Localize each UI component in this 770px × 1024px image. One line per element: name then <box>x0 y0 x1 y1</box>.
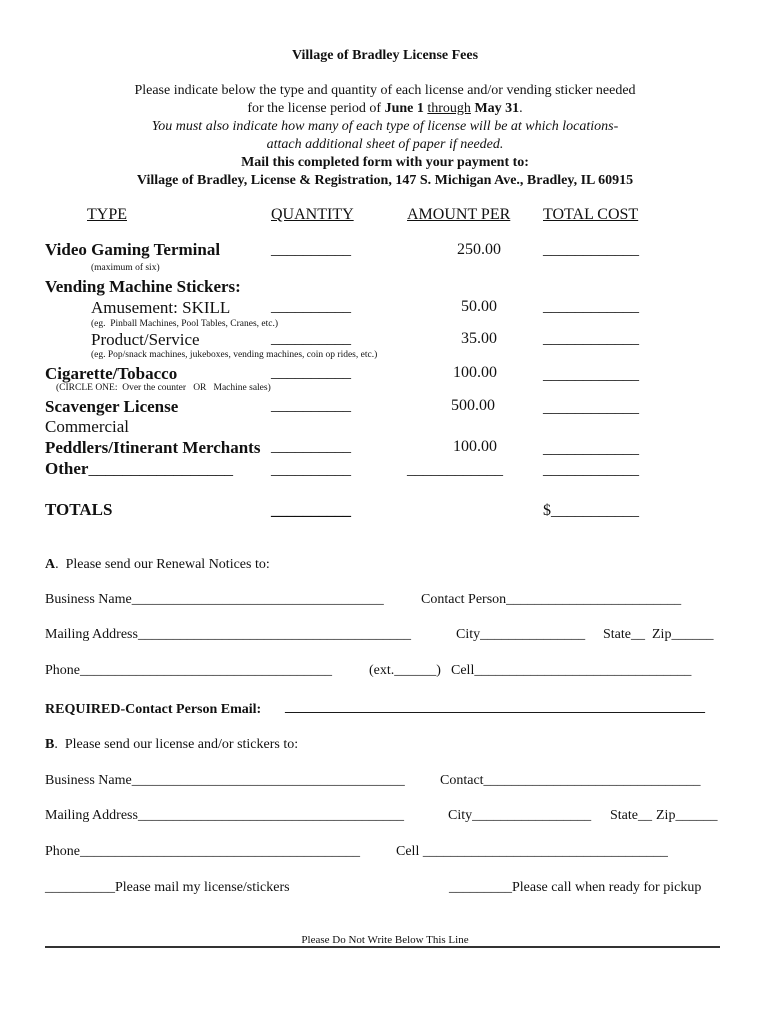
section-b-city[interactable]: City_________________ <box>448 808 592 823</box>
row-scavenger-sub: Commercial <box>45 417 130 436</box>
column-header-quantity: QUANTITY <box>271 206 354 223</box>
row-peddlers-total[interactable]: ____________ <box>543 440 639 457</box>
row-other[interactable]: Other_________________ <box>45 459 233 478</box>
section-b-zip[interactable]: Zip______ <box>656 808 718 823</box>
row-product-amount: 35.00 <box>461 330 497 347</box>
row-amusement-amount: 50.00 <box>461 298 497 315</box>
section-a-state[interactable]: State__ <box>603 627 645 642</box>
section-b-business-name[interactable]: Business Name_______________________________________ <box>45 773 405 788</box>
row-scavenger-qty[interactable]: __________ <box>271 397 351 414</box>
mail-instruction: Mail this completed form with your payment to: <box>241 155 529 170</box>
row-cigarette-amount: 100.00 <box>453 364 497 381</box>
row-cigarette-note: (CIRCLE ONE: Over the counter OR Machine sales) <box>56 383 271 393</box>
section-a-business-name[interactable]: Business Name____________________________________ <box>45 592 384 607</box>
section-a-heading: A. Please send our Renewal Notices to: <box>45 557 270 572</box>
row-amusement-total[interactable]: ____________ <box>543 298 639 315</box>
section-a-city[interactable]: City_______________ <box>456 627 586 642</box>
section-b-mailing-address[interactable]: Mailing Address______________________________________ <box>45 808 404 823</box>
mailing-address: Village of Bradley, License & Registration, 147 S. Michigan Ave., Bradley, IL 60915 <box>136 173 634 188</box>
row-other-qty[interactable]: __________ <box>271 461 351 478</box>
mail-option[interactable]: __________Please mail my license/stickers <box>45 880 290 895</box>
section-b-cell[interactable]: Cell ___________________________________ <box>396 844 668 859</box>
section-b-phone[interactable]: Phone________________________________________ <box>45 844 360 859</box>
column-header-type: TYPE <box>87 206 127 223</box>
section-a-zip[interactable]: Zip______ <box>652 627 714 642</box>
section-a-email-label: REQUIRED-Contact Person Email: <box>45 702 262 717</box>
section-a-cell[interactable]: Cell_______________________________ <box>451 663 692 678</box>
section-b-heading: B. Please send our license and/or stickers to: <box>45 737 299 752</box>
row-scavenger-label: Scavenger License <box>45 397 179 416</box>
do-not-write-note: Please Do Not Write Below This Line <box>301 934 469 946</box>
italic-line-1: You must also indicate how many of each type of license will be at which locations- <box>151 119 619 134</box>
row-product-total[interactable]: ____________ <box>543 330 639 347</box>
row-peddlers-amount: 100.00 <box>453 438 497 455</box>
row-video-label: Video Gaming Terminal <box>45 240 221 259</box>
row-peddlers-qty[interactable]: __________ <box>271 438 351 455</box>
italic-line-2: attach additional sheet of paper if needed. <box>266 137 504 152</box>
row-scavenger-total[interactable]: ____________ <box>543 399 639 416</box>
row-peddlers-label: Peddlers/Itinerant Merchants <box>45 438 261 457</box>
row-amusement-qty[interactable]: __________ <box>271 298 351 315</box>
row-scavenger-amount: 500.00 <box>451 397 495 414</box>
row-amusement-label: Amusement: SKILL <box>91 298 231 317</box>
section-b-contact[interactable]: Contact_______________________________ <box>440 773 701 788</box>
section-a-ext[interactable]: (ext.______) <box>369 663 441 678</box>
section-a-phone[interactable]: Phone____________________________________ <box>45 663 332 678</box>
row-video-qty[interactable]: __________ <box>271 241 351 258</box>
intro-line-2: for the license period of June 1 through May 31. <box>247 101 523 116</box>
row-product-note: (eg. Pop/snack machines, jukeboxes, vending machines, coin op rides, etc.) <box>91 350 378 360</box>
column-header-total: TOTAL COST <box>543 206 639 223</box>
row-video-amount: 250.00 <box>457 241 501 258</box>
row-video-total[interactable]: ____________ <box>543 241 639 258</box>
totals-label: TOTALS <box>45 500 113 519</box>
section-a-contact-person[interactable]: Contact Person_________________________ <box>421 592 682 607</box>
row-cigarette-label: Cigarette/Tobacco <box>45 364 178 383</box>
section-a-mailing-address[interactable]: Mailing Address_______________________________________ <box>45 627 411 642</box>
column-header-amount: AMOUNT PER <box>407 206 511 223</box>
row-video-note: (maximum of six) <box>91 263 160 273</box>
row-other-amount[interactable]: ____________ <box>407 461 503 478</box>
totals-qty[interactable]: __________ <box>271 502 351 519</box>
footer-divider <box>45 946 720 948</box>
row-other-total[interactable]: ____________ <box>543 461 639 478</box>
form-title: Village of Bradley License Fees <box>291 48 479 63</box>
intro-line-1: Please indicate below the type and quantity of each license and/or vending sticker needed <box>134 83 636 98</box>
row-product-qty[interactable]: __________ <box>271 330 351 347</box>
row-cigarette-qty[interactable]: __________ <box>271 364 351 381</box>
row-product-label: Product/Service <box>91 330 200 349</box>
section-b-state[interactable]: State__ <box>610 808 652 823</box>
row-cigarette-total[interactable]: ____________ <box>543 366 639 383</box>
section-a-email-field[interactable]: ____________________________________________________________ <box>285 700 705 715</box>
row-vending-label: Vending Machine Stickers: <box>45 277 241 296</box>
totals-total[interactable]: $___________ <box>543 502 639 519</box>
pickup-option[interactable]: _________Please call when ready for pickup <box>449 880 702 895</box>
row-amusement-note: (eg. Pinball Machines, Pool Tables, Cranes, etc.) <box>91 319 279 329</box>
